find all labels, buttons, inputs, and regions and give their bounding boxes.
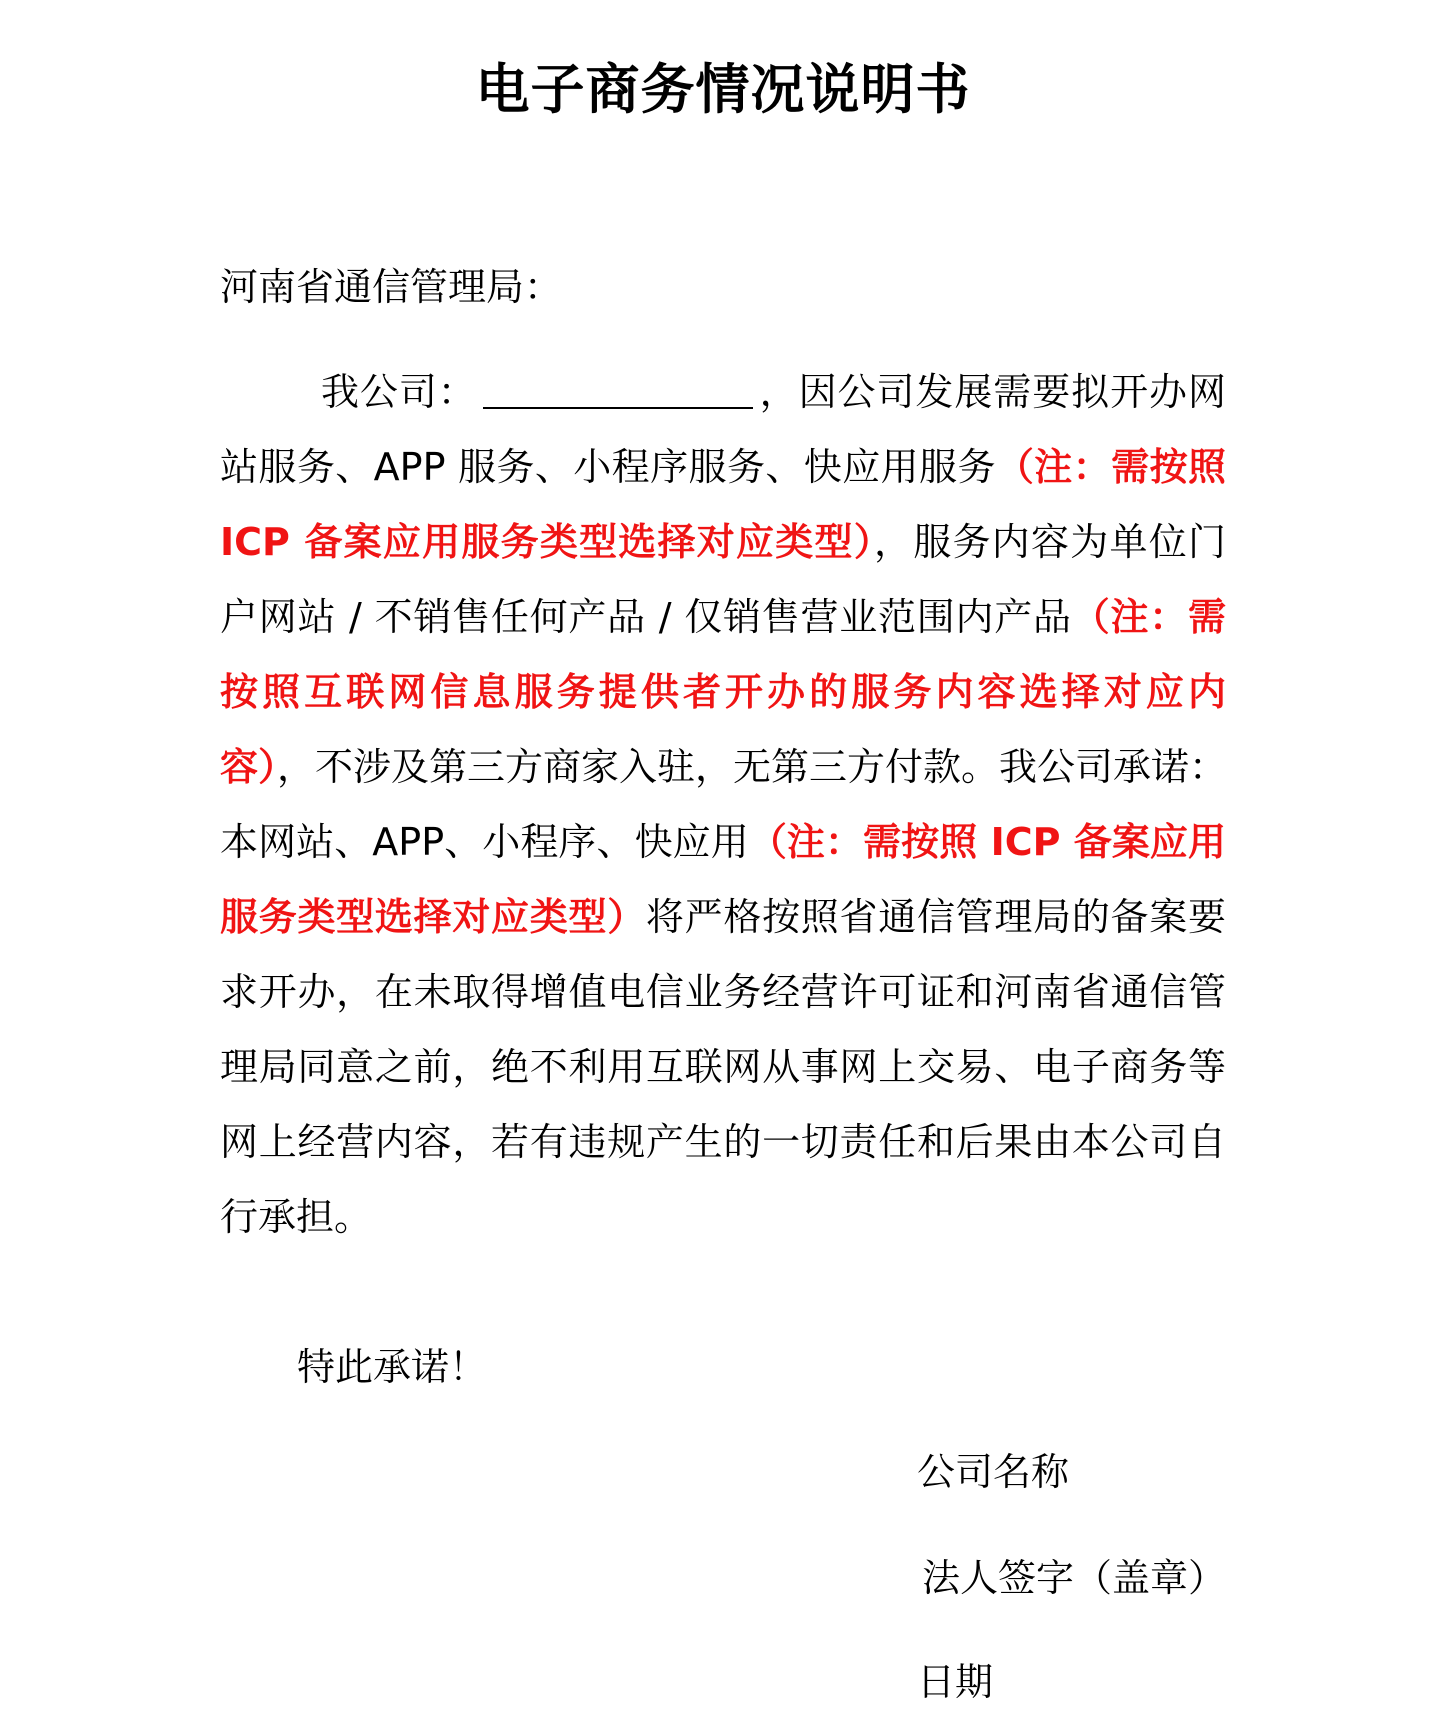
signature-legal-rep: 法人签字（盖章） xyxy=(922,1556,1227,1600)
red-note: （注：需按照 xyxy=(995,445,1226,489)
body-line-11 xyxy=(220,1112,1226,1172)
body-line-1 xyxy=(220,362,1226,422)
text: 户网站 / 不销售任何产品 / 仅销售营业范围内产品 xyxy=(220,595,1072,639)
text: ，服务内容为单位门 xyxy=(874,520,1226,564)
text: 将严格按照省通信管理局的备案要 xyxy=(645,895,1226,939)
text: 行承担。 xyxy=(220,1195,373,1239)
text: 求开办，在未取得增值电信业务经营许可证和河南省通信管 xyxy=(220,970,1226,1014)
text: ，不涉及第三方商家入驻，无第三方付款。我公司承诺： xyxy=(277,745,1228,789)
body-line-6 xyxy=(220,737,1226,797)
text: ，因公司发展需要拟开办网 xyxy=(758,370,1226,414)
body-line-10 xyxy=(220,1037,1226,1097)
red-note: 服务类型选择对应类型） xyxy=(220,895,646,939)
body-line-4 xyxy=(220,587,1226,647)
body-line-5 xyxy=(220,662,1226,722)
closing-statement: 特此承诺！ xyxy=(297,1345,488,1389)
red-note: 容） xyxy=(220,745,278,789)
text: 理局同意之前，绝不利用互联网从事网上交易、电子商务等 xyxy=(220,1045,1226,1089)
text: 站服务、APP 服务、小程序服务、快应用服务 xyxy=(220,445,996,489)
text: 网上经营内容，若有违规产生的一切责任和后果由本公司自 xyxy=(220,1120,1226,1164)
signature-date: 日期 xyxy=(917,1660,994,1704)
signature-company-name: 公司名称 xyxy=(917,1450,1070,1494)
red-note: （注：需按照 ICP 备案应用 xyxy=(748,820,1227,864)
body-line-7 xyxy=(220,812,1226,872)
company-name-blank xyxy=(483,371,753,409)
red-note: （注：需 xyxy=(1071,595,1226,639)
body-line-2 xyxy=(220,437,1226,497)
text: 本网站、APP、小程序、快应用 xyxy=(220,820,749,864)
body-line-3 xyxy=(220,512,1226,572)
salutation: 河南省通信管理局： xyxy=(220,265,563,309)
red-note: 按照互联网信息服务提供者开办的服务内容选择对应内 xyxy=(220,670,1226,714)
red-note: ICP 备案应用服务类型选择对应类型） xyxy=(220,520,875,564)
body-line-12 xyxy=(220,1187,1226,1247)
body-line-9 xyxy=(220,962,1226,1022)
document-title: 电子商务情况说明书 xyxy=(475,58,971,121)
body-line-8 xyxy=(220,887,1226,947)
text: 我公司： xyxy=(320,370,477,414)
